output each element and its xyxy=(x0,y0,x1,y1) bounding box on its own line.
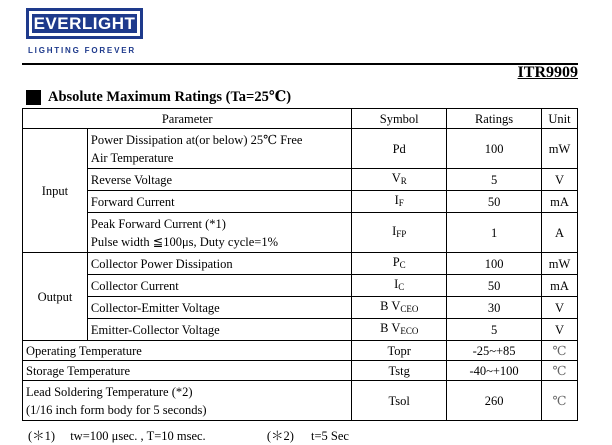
unit-cell: A xyxy=(542,213,578,253)
param-cell: Emitter-Collector Voltage xyxy=(87,319,351,341)
param-cell: Storage Temperature xyxy=(23,361,352,381)
table-row xyxy=(23,191,578,213)
table-row xyxy=(23,275,578,297)
rating-cell: 1 xyxy=(447,213,542,253)
table-row xyxy=(23,297,578,319)
rating-cell: 100 xyxy=(447,129,542,169)
param-line-2: Pulse width ≦100μs, Duty cycle=1% xyxy=(90,234,278,249)
group-input-label: Input xyxy=(23,129,88,253)
symbol-cell: $P_C$ xyxy=(352,253,447,275)
table-row xyxy=(23,381,578,421)
table-row xyxy=(23,213,578,253)
rating-cell: 260 xyxy=(447,381,542,421)
param-cell: Forward Current xyxy=(87,191,351,213)
unit-cell: ℃ xyxy=(542,361,578,381)
unit-cell: mA xyxy=(542,275,578,297)
section-title: Absolute Maximum Ratings (Ta=25℃) xyxy=(48,89,292,105)
footnote-1-text: tw=100 μsec. , T=10 msec. xyxy=(70,429,206,443)
logo-tagline: LIGHTING FOREVER xyxy=(28,46,136,55)
param-line-2: (1/16 inch form body for 5 seconds) xyxy=(26,402,207,417)
unit-cell: ℃ xyxy=(542,341,578,361)
param-cell: Operating Temperature xyxy=(23,341,352,361)
ratings-table xyxy=(22,108,578,421)
symbol-cell: Pd xyxy=(352,129,447,169)
group-output-label: Output xyxy=(23,253,88,341)
symbol-cell: B $V_{CEO}$ xyxy=(352,297,447,319)
rating-cell: 100 xyxy=(447,253,542,275)
header-parameter: Parameter xyxy=(23,109,352,129)
logo-box xyxy=(26,8,143,39)
table-header-row xyxy=(23,109,578,129)
param-line: Power Dissipation at(or below) 25℃ Free xyxy=(90,132,303,147)
header-symbol: Symbol xyxy=(352,109,447,129)
table-row xyxy=(23,361,578,381)
symbol-cell: $V_R$ xyxy=(352,169,447,191)
table-row xyxy=(23,129,578,169)
symbol-cell: $I_C$ xyxy=(352,275,447,297)
table-row xyxy=(23,341,578,361)
rating-cell: -40~+100 xyxy=(447,361,542,381)
header-unit: Unit xyxy=(542,109,578,129)
footnotes xyxy=(28,426,349,444)
rating-cell: 50 xyxy=(447,191,542,213)
header-ratings: Ratings xyxy=(447,109,542,129)
rating-cell: 5 xyxy=(447,319,542,341)
unit-cell: mW xyxy=(542,253,578,275)
unit-cell: V xyxy=(542,319,578,341)
table-row xyxy=(23,253,578,275)
footnote-2-mark: (＊2) xyxy=(266,429,294,443)
unit-cell: V xyxy=(542,297,578,319)
param-line: Lead Soldering Temperature (*2) xyxy=(26,384,193,399)
unit-cell: ℃ xyxy=(542,381,578,421)
param-cell: Collector Power Dissipation xyxy=(87,253,351,275)
symbol-cell: $I_F$ xyxy=(352,191,447,213)
symbol-cell: B $V_{ECO}$ xyxy=(352,319,447,341)
param-cell: Collector Current xyxy=(87,275,351,297)
param-cell xyxy=(87,129,351,169)
everlight-logo xyxy=(22,4,162,58)
symbol-cell: Tsol xyxy=(352,381,447,421)
param-line: Peak Forward Current (*1) xyxy=(90,216,226,231)
param-line-2: Air Temperature xyxy=(90,150,174,165)
param-cell: Reverse Voltage xyxy=(87,169,351,191)
section-heading xyxy=(26,88,291,106)
rating-cell: 30 xyxy=(447,297,542,319)
footnote-1-mark: (＊1) xyxy=(28,429,56,443)
param-cell xyxy=(23,381,352,421)
table-row xyxy=(23,319,578,341)
rating-cell: 50 xyxy=(447,275,542,297)
unit-cell: mW xyxy=(542,129,578,169)
table-row xyxy=(23,169,578,191)
unit-cell: V xyxy=(542,169,578,191)
header-rule xyxy=(22,63,578,65)
symbol-cell: Tstg xyxy=(352,361,447,381)
rating-cell: 5 xyxy=(447,169,542,191)
rating-cell: -25~+85 xyxy=(447,341,542,361)
model-number: ITR9909 xyxy=(517,64,578,81)
symbol-cell: $I_{FP}$ xyxy=(352,213,447,253)
logo-brand: EVERLIGHT xyxy=(33,14,136,33)
symbol-cell: Topr xyxy=(352,341,447,361)
param-cell xyxy=(87,213,351,253)
unit-cell: mA xyxy=(542,191,578,213)
param-cell: Collector-Emitter Voltage xyxy=(87,297,351,319)
bullet-square-icon xyxy=(26,90,41,105)
footnote-2-text: t=5 Sec xyxy=(311,429,349,443)
